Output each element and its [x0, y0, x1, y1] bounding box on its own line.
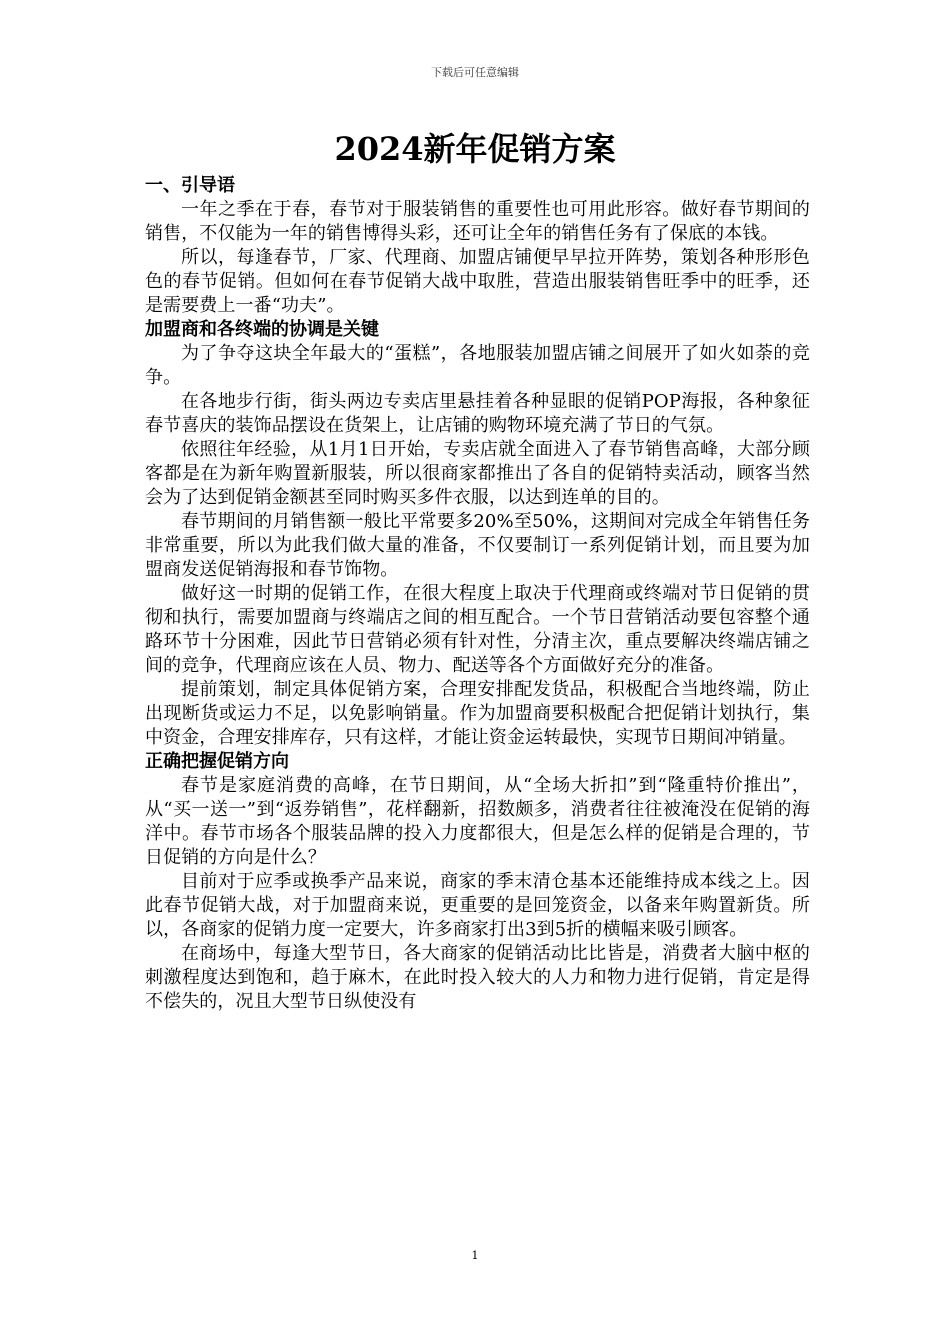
paragraph: 在商场中，每逢大型节日，各大商家的促销活动比比皆是，消费者大脑中枢的刺激程度达到饱和，趋于麻木，在此时投入较大的人力和物力进行促销，肯定是得不偿失的，况且大型节日纵使没有 [145, 943, 810, 1012]
document-title: 2024新年促销方案 [334, 130, 616, 168]
paragraph: 春节期间的月销售额一般比平常要多20%至50%，这期间对完成全年销售任务非常重要，所以为此我们做大量的准备，不仅要制订一系列促销计划，而且要为加盟商发送促销海报和春节饰物。 [145, 511, 810, 580]
section-heading: 加盟商和各终端的协调是关键 [145, 319, 379, 340]
section-heading: 一、引导语 [145, 175, 235, 196]
section-coordination [145, 318, 810, 750]
paragraph: 目前对于应季或换季产品来说，商家的季末清仓基本还能维持成本线之上。因此春节促销大战，对于加盟商来说，更重要的是回笼资金，以备来年购置新货。所以，各商家的促销力度一定要大，许多商家打出3到5折的横幅来吸引顾客。 [145, 871, 810, 940]
section-heading: 正确把握促销方向 [145, 751, 289, 772]
paragraph: 提前策划，制定具体促销方案，合理安排配发货品，积极配合当地终端，防止出现断货或运力不足，以免影响销量。作为加盟商要积极配合把促销计划执行，集中资金，合理安排库存，只有这样，才能让资金运转最快，实现节日期间冲销量。 [145, 679, 810, 748]
paragraph: 做好这一时期的促销工作，在很大程度上取决于代理商或终端对节日促销的贯彻和执行，需要加盟商与终端店之间的相互配合。一个节日营销活动要包容整个通路环节十分困难，因此节日营销必须有针对性，分清主次，重点要解决终端店铺之间的竞争，代理商应该在人员、物力、配送等各个方面做好充分的准备。 [145, 583, 810, 676]
paragraph: 为了争夺这块全年最大的“蛋糕”，各地服装加盟店铺之间展开了如火如荼的竞争。 [145, 343, 810, 388]
paragraph: 在各地步行街，街头两边专卖店里悬挂着各种显眼的促销POP海报，各种象征春节喜庆的装饰品摆设在货架上，让店铺的购物环境充满了节日的气氛。 [145, 391, 810, 436]
paragraph: 春节是家庭消费的高峰，在节日期间，从“全场大折扣”到“隆重特价推出”，从“买一送一”到“返券销售”，花样翻新，招数颇多，消费者往往被淹没在促销的海洋中。春节市场各个服装品牌的投入力度都很大，但是怎么样的促销是合理的，节日促销的方向是什么？ [145, 775, 810, 868]
paragraph: 依照往年经验，从1月1日开始，专卖店就全面进入了春节销售高峰，大部分顾客都是在为新年购置新服装，所以很商家都推出了各自的促销特卖活动，顾客当然会为了达到促销金额甚至同时购买多件衣服，以达到连单的目的。 [145, 439, 810, 508]
paragraph: 一年之季在于春，春节对于服装销售的重要性也可用此形容。做好春节期间的销售，不仅能为一年的销售博得头彩，还可让全年的销售任务有了保底的本钱。 [145, 199, 810, 244]
document-body [145, 174, 810, 1014]
header-note: 下载后可任意编辑 [431, 66, 519, 79]
section-introduction [145, 174, 810, 318]
paragraph: 所以，每逢春节，厂家、代理商、加盟店铺便早早拉开阵势，策划各种形形色色的春节促销。但如何在春节促销大战中取胜，营造出服装销售旺季中的旺季，还是需要费上一番“功夫”。 [145, 247, 810, 316]
section-promotion-direction [145, 750, 810, 1014]
page-number: 1 [471, 1249, 479, 1262]
